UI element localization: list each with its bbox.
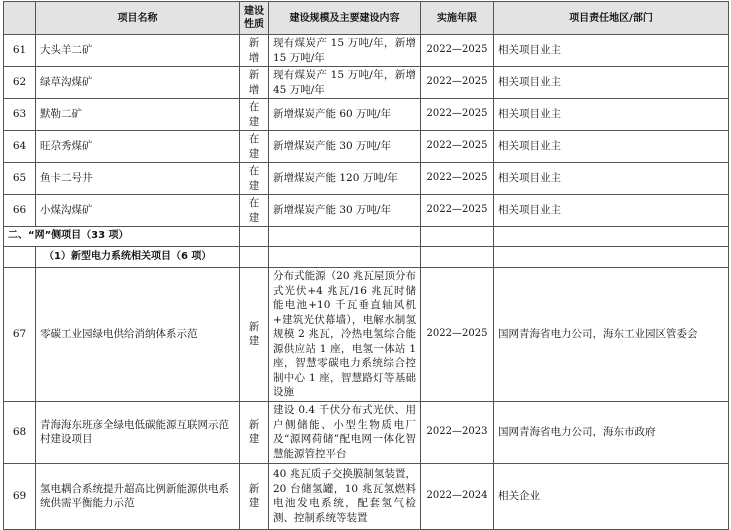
- row-content: 现有煤炭产 15 万吨/年，新增 15 万吨/年: [269, 35, 421, 67]
- row-name: 旺尕秀煤矿: [36, 131, 240, 163]
- empty-cell: [240, 227, 269, 247]
- row-type: 在建: [240, 131, 269, 163]
- row-period: 2022—2023: [421, 401, 494, 463]
- row-content: 建设 0.4 千伏分布式光伏、用户侧储能、小型生物质电厂及“源网荷储”配电网一体化智慧能源管控平台: [269, 401, 421, 463]
- row-period: 2022—2025: [421, 163, 494, 195]
- row-type: 在建: [240, 99, 269, 131]
- row-type: 新增: [240, 35, 269, 67]
- empty-cell: [269, 247, 421, 268]
- row-content: 新增煤炭产能 30 万吨/年: [269, 131, 421, 163]
- row-number: 61: [4, 35, 36, 67]
- row-content: 新增煤炭产能 60 万吨/年: [269, 99, 421, 131]
- row-period: 2022—2025: [421, 35, 494, 67]
- row-name: 绿草沟煤矿: [36, 67, 240, 99]
- row-owner: 国网青海省电力公司，海东市政府: [494, 401, 729, 463]
- empty-cell: [4, 247, 36, 268]
- table-row: [4, 463, 729, 529]
- row-content: 分布式能源（20 兆瓦屋顶分布式光伏+4 兆瓦/16 兆瓦时储能电池+10 千瓦垂直轴风机+建筑光伏幕墙），电解水制氢规模 2 兆瓦，冷热电氢综合能源供应站 1 座，电氢一体站 1 座，智慧零碳电力系统综合控制中心 1 座，智慧路灯等基础设施: [269, 268, 421, 402]
- row-type: 在建: [240, 195, 269, 227]
- row-number: 64: [4, 131, 36, 163]
- empty-cell: [240, 247, 269, 268]
- row-period: 2022—2024: [421, 463, 494, 529]
- row-owner: 相关项目业主: [494, 195, 729, 227]
- header-no: [4, 2, 36, 35]
- table-row: [4, 35, 729, 67]
- table-header-row: [4, 2, 729, 35]
- table-row: [4, 268, 729, 402]
- row-type: 新建: [240, 463, 269, 529]
- row-owner: 相关项目业主: [494, 131, 729, 163]
- row-name: 鱼卡二号井: [36, 163, 240, 195]
- row-content: 新增煤炭产能 30 万吨/年: [269, 195, 421, 227]
- row-type: 新建: [240, 401, 269, 463]
- row-owner: 国网青海省电力公司，海东工业园区管委会: [494, 268, 729, 402]
- row-name: 青海海东班彦全绿电低碳能源互联网示范村建设项目: [36, 401, 240, 463]
- row-content: 现有煤炭产 15 万吨/年，新增 45 万吨/年: [269, 67, 421, 99]
- row-name: 大头羊二矿: [36, 35, 240, 67]
- row-number: 69: [4, 463, 36, 529]
- row-period: 2022—2025: [421, 131, 494, 163]
- subsection-title: （1）新型电力系统相关项目（6 项）: [36, 247, 240, 268]
- table-row: [4, 67, 729, 99]
- row-content: 40 兆瓦质子交换膜制氢装置，20 台储氢罐，10 兆瓦氢燃料电池发电系统，配套氢气检测、控制系统等装置: [269, 463, 421, 529]
- row-name: 小煤沟煤矿: [36, 195, 240, 227]
- empty-cell: [421, 247, 494, 268]
- section-title: 二、“网”侧项目（33 项）: [4, 227, 240, 247]
- row-owner: 相关项目业主: [494, 35, 729, 67]
- row-type: 新建: [240, 268, 269, 402]
- table-row: [4, 401, 729, 463]
- empty-cell: [494, 227, 729, 247]
- row-type: 在建: [240, 163, 269, 195]
- row-number: 67: [4, 268, 36, 402]
- section-row: [4, 227, 729, 247]
- row-owner: 相关企业: [494, 463, 729, 529]
- table-row: [4, 99, 729, 131]
- empty-cell: [494, 247, 729, 268]
- row-type: 新增: [240, 67, 269, 99]
- row-name: 默勒二矿: [36, 99, 240, 131]
- row-number: 65: [4, 163, 36, 195]
- header-period: 实施年限: [421, 2, 494, 35]
- row-name: 氢电耦合系统提升超高比例新能源供电系统供需平衡能力示范: [36, 463, 240, 529]
- empty-cell: [269, 227, 421, 247]
- row-number: 63: [4, 99, 36, 131]
- row-number: 68: [4, 401, 36, 463]
- table-row: [4, 163, 729, 195]
- row-name: 零碳工业园绿电供给消纳体系示范: [36, 268, 240, 402]
- project-table: [3, 1, 729, 530]
- header-name: 项目名称: [36, 2, 240, 35]
- table-row: [4, 195, 729, 227]
- empty-cell: [421, 227, 494, 247]
- row-owner: 相关项目业主: [494, 163, 729, 195]
- header-type: 建设性质: [240, 2, 269, 35]
- row-period: 2022—2025: [421, 195, 494, 227]
- row-content: 新增煤炭产能 120 万吨/年: [269, 163, 421, 195]
- row-number: 66: [4, 195, 36, 227]
- row-owner: 相关项目业主: [494, 67, 729, 99]
- row-owner: 相关项目业主: [494, 99, 729, 131]
- header-content: 建设规模及主要建设内容: [269, 2, 421, 35]
- row-number: 62: [4, 67, 36, 99]
- row-period: 2022—2025: [421, 67, 494, 99]
- project-table-container: [3, 1, 728, 530]
- row-period: 2022—2025: [421, 99, 494, 131]
- table-row: [4, 131, 729, 163]
- row-period: 2022—2025: [421, 268, 494, 402]
- subsection-row: [4, 247, 729, 268]
- header-owner: 项目责任地区/部门: [494, 2, 729, 35]
